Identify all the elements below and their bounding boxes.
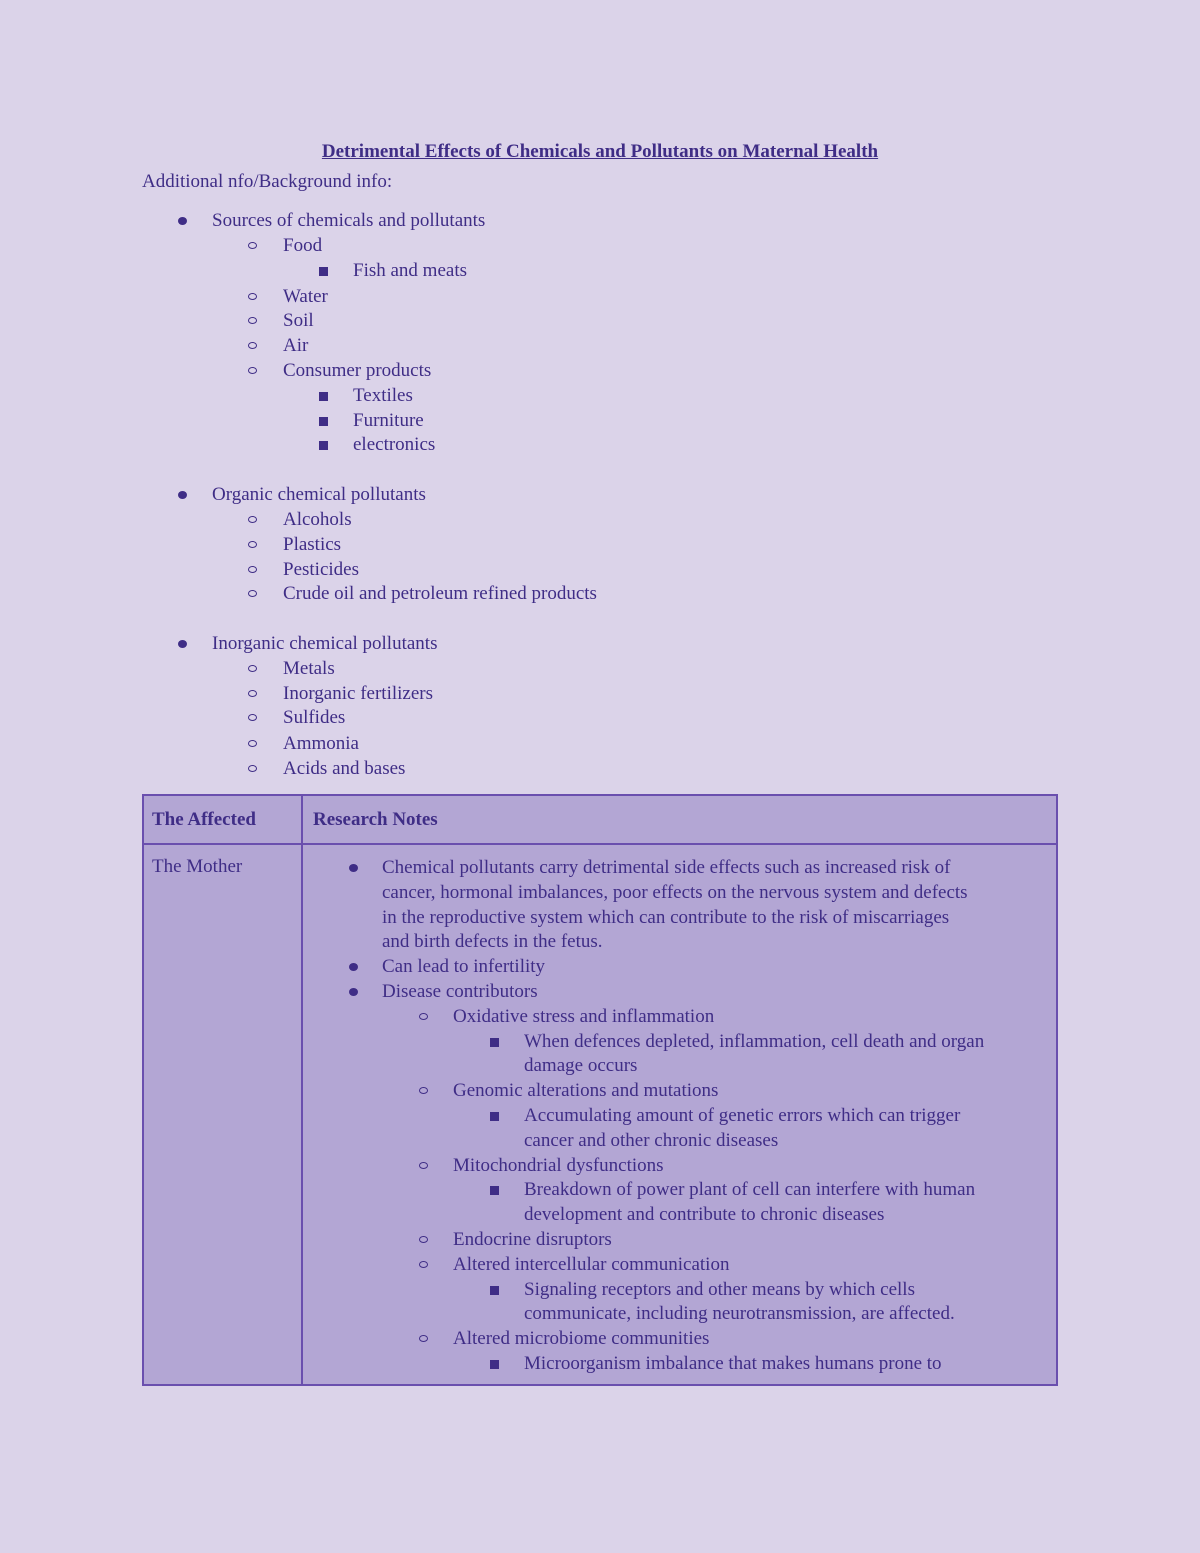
- research-note-line: cancer and other chronic diseases: [524, 1129, 779, 1151]
- table-header-divider: [144, 843, 1056, 845]
- outline-item: Furniture: [353, 410, 424, 431]
- circle-bullet-icon: [248, 590, 257, 597]
- outline-item: electronics: [353, 434, 436, 455]
- research-note-line: Altered microbiome communities: [453, 1328, 710, 1350]
- outline-item: Metals: [283, 658, 335, 679]
- outline-item: Crude oil and petroleum refined products: [283, 583, 597, 604]
- research-note-line: Genomic alterations and mutations: [453, 1080, 719, 1102]
- circle-bullet-icon: [248, 516, 257, 523]
- row-label-mother: The Mother: [152, 856, 243, 877]
- research-note-line: Oxidative stress and inflammation: [453, 1005, 715, 1027]
- disc-bullet-icon: [178, 640, 187, 648]
- research-note-line: Can lead to infertility: [382, 956, 546, 978]
- circle-bullet-icon: [248, 293, 257, 300]
- intro-text: Additional nfo/Background info:: [142, 171, 393, 192]
- circle-bullet-icon: [419, 1087, 428, 1094]
- outline-item: Inorganic chemical pollutants: [212, 633, 438, 654]
- research-note-line: cancer, hormonal imbalances, poor effects on the nervous system and defects: [382, 881, 968, 903]
- research-note-line: in the reproductive system which can contribute to the risk of miscarriages: [382, 906, 950, 928]
- outline-item: Soil: [283, 310, 314, 331]
- table-column-divider: [301, 796, 303, 1384]
- square-bullet-icon: [490, 1286, 499, 1295]
- research-note-line: Microorganism imbalance that makes humans prone to: [524, 1353, 942, 1374]
- outline-item: Textiles: [353, 385, 413, 406]
- circle-bullet-icon: [248, 242, 257, 249]
- research-note-line: Endocrine disruptors: [453, 1229, 612, 1250]
- outline-item: Organic chemical pollutants: [212, 484, 426, 505]
- square-bullet-icon: [490, 1112, 499, 1121]
- circle-bullet-icon: [248, 740, 257, 747]
- research-note-line: Accumulating amount of genetic errors which can trigger: [524, 1105, 961, 1126]
- research-note-line: Breakdown of power plant of cell can interfere with human: [524, 1179, 976, 1201]
- disc-bullet-icon: [178, 491, 187, 499]
- square-bullet-icon: [490, 1038, 499, 1047]
- disc-bullet-icon: [349, 963, 358, 971]
- circle-bullet-icon: [419, 1162, 428, 1169]
- research-table: [142, 794, 1058, 1386]
- outline-item: Sulfides: [283, 707, 346, 728]
- research-note-line: communicate, including neurotransmission, are affected.: [524, 1303, 955, 1325]
- circle-bullet-icon: [248, 367, 257, 374]
- outline-item: Sources of chemicals and pollutants: [212, 210, 486, 231]
- outline-item: Plastics: [283, 534, 342, 555]
- outline-item: Fish and meats: [353, 260, 467, 281]
- square-bullet-icon: [319, 417, 328, 426]
- research-note-line: Altered intercellular communication: [453, 1253, 730, 1275]
- research-note-line: development and contribute to chronic diseases: [524, 1204, 885, 1226]
- circle-bullet-icon: [419, 1261, 428, 1268]
- research-note-line: Signaling receptors and other means by which cells: [524, 1278, 915, 1300]
- square-bullet-icon: [490, 1186, 499, 1195]
- outline-item: Pesticides: [283, 559, 359, 580]
- document-title: Detrimental Effects of Chemicals and Pollutants on Maternal Health: [321, 141, 879, 162]
- square-bullet-icon: [490, 1360, 499, 1369]
- research-note-line: damage occurs: [524, 1055, 638, 1077]
- outline-item: Food: [283, 235, 323, 256]
- disc-bullet-icon: [349, 864, 358, 872]
- circle-bullet-icon: [248, 665, 257, 672]
- circle-bullet-icon: [248, 541, 257, 548]
- circle-bullet-icon: [419, 1013, 428, 1020]
- header-research-notes: Research Notes: [313, 809, 438, 830]
- disc-bullet-icon: [178, 217, 187, 225]
- circle-bullet-icon: [248, 317, 257, 324]
- square-bullet-icon: [319, 392, 328, 401]
- outline-item: Inorganic fertilizers: [283, 683, 433, 704]
- research-note-line: and birth defects in the fetus.: [382, 931, 603, 953]
- outline-item: Ammonia: [283, 733, 359, 754]
- outline-item: Water: [283, 286, 328, 307]
- circle-bullet-icon: [248, 765, 257, 772]
- outline-item: Alcohols: [283, 509, 352, 530]
- circle-bullet-icon: [248, 566, 257, 573]
- research-note-line: Disease contributors: [382, 981, 538, 1002]
- research-note-line: When defences depleted, inflammation, cell death and organ: [524, 1030, 985, 1052]
- circle-bullet-icon: [248, 342, 257, 349]
- circle-bullet-icon: [419, 1236, 428, 1243]
- circle-bullet-icon: [248, 690, 257, 697]
- outline-item: Consumer products: [283, 360, 432, 381]
- square-bullet-icon: [319, 441, 328, 450]
- research-note-line: Chemical pollutants carry detrimental side effects such as increased risk of: [382, 857, 951, 878]
- outline-item: Air: [283, 335, 309, 356]
- circle-bullet-icon: [248, 714, 257, 721]
- header-affected: The Affected: [152, 809, 256, 830]
- square-bullet-icon: [319, 267, 328, 276]
- outline-item: Acids and bases: [283, 758, 406, 779]
- circle-bullet-icon: [419, 1335, 428, 1342]
- research-note-line: Mitochondrial dysfunctions: [453, 1154, 664, 1176]
- disc-bullet-icon: [349, 988, 358, 996]
